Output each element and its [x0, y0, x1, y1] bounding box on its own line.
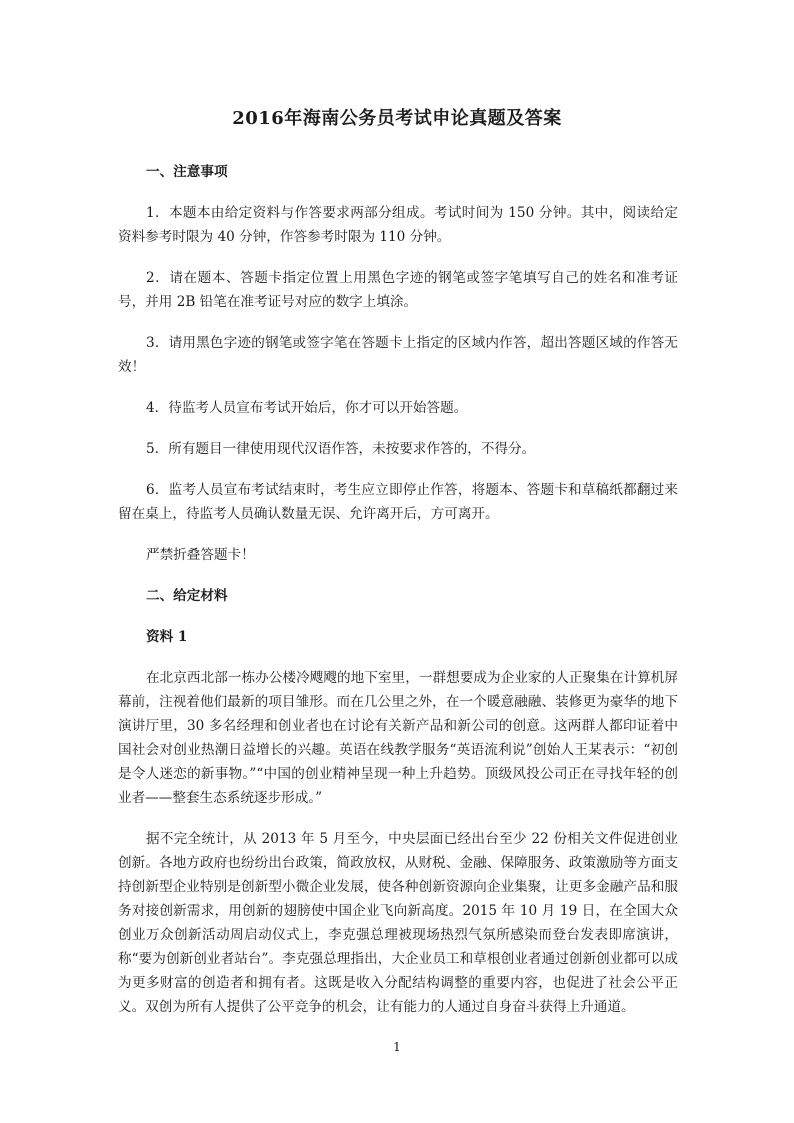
notice-heading: 一、注意事项 — [146, 164, 228, 180]
notice-item-1: 1．本题本由给定资料与作答要求两部分组成。考试时间为 150 分钟。其中，阅读给定资料参考时限为 40 分钟，作答参考时限为 110 分钟。 — [118, 205, 678, 245]
notice-item-2: 2．请在题本、答题卡指定位置上用黑色字迹的钢笔或签字笔填写自己的姓名和准考证号，并用 2B 铅笔在准考证号对应的数字上填涂。 — [118, 270, 678, 310]
material-heading: 二、给定材料 — [146, 588, 228, 604]
warning-text: 严禁折叠答题卡！ — [146, 547, 255, 563]
document-body — [118, 160, 678, 1019]
document-title: 2016年海南公务员考试申论真题及答案 — [232, 108, 562, 129]
notice-item-6: 6．监考人员宣布考试结束时，考生应立即停止作答，将题本、答题卡和草稿纸都翻过来留在桌上，待监考人员确认数量无误、允许离开后，方可离开。 — [118, 482, 678, 522]
material-1-paragraph-1: 在北京西北部一栋办公楼冷飕飕的地下室里，一群想要成为企业家的人正聚集在计算机屏幕前，注视着他们最新的项目雏形。而在几公里之外，在一个暖意融融、装修更为豪华的地下演讲厅里，30 多名经理和创业者也在讨论有关新产品和新公司的创意。这两群人都印证着中国社会对创业热潮日益增长的兴趣。英语在线教学服务“英语流利说”创始人王某表示：“初创是令人迷恋的新事物。”“中国的创业精神呈现一种上升趋势。顶级风投公司正在寻找年轻的创业者——整套生态系统逐步形成。” — [118, 670, 678, 806]
material-1-heading: 资料 1 — [146, 629, 188, 645]
notice-item-3: 3．请用黑色字迹的钢笔或签字笔在答题卡上指定的区域内作答，超出答题区域的作答无效！ — [118, 335, 678, 375]
notice-item-5: 5．所有题目一律使用现代汉语作答，未按要求作答的，不得分。 — [146, 441, 536, 457]
page-number: 1 — [393, 1040, 401, 1054]
notice-item-4: 4．待监考人员宣布考试开始后，你才可以开始答题。 — [146, 400, 468, 416]
material-1-paragraph-2: 据不完全统计，从 2013 年 5 月至今，中央层面已经出台至少 22 份相关文件促进创业创新。各地方政府也纷纷出台政策，简政放权，从财税、金融、保障服务、政策激励等方面支持创新型企业特别是创新型小微企业发展，使各种创新资源向企业集聚，让更多金融产品和服务对接创新需求，用创新的翅膀使中国企业飞向新高度。2015 年 10 月 19 日，在全国大众创业万众创新活动周启动仪式上，李克强总理被现场热烈气氛所感染而登台发表即席演讲，称“要为创新创业者站台”。李克强总理指出，大企业员工和草根创业者通过创新创业都可以成为更多财富的创造者和拥有者。这既是收入分配结构调整的重要内容，也促进了社会公平正义。双创为所有人提供了公平竞争的机会，让有能力的人通过自身奋斗获得上升通道。 — [118, 831, 678, 1015]
